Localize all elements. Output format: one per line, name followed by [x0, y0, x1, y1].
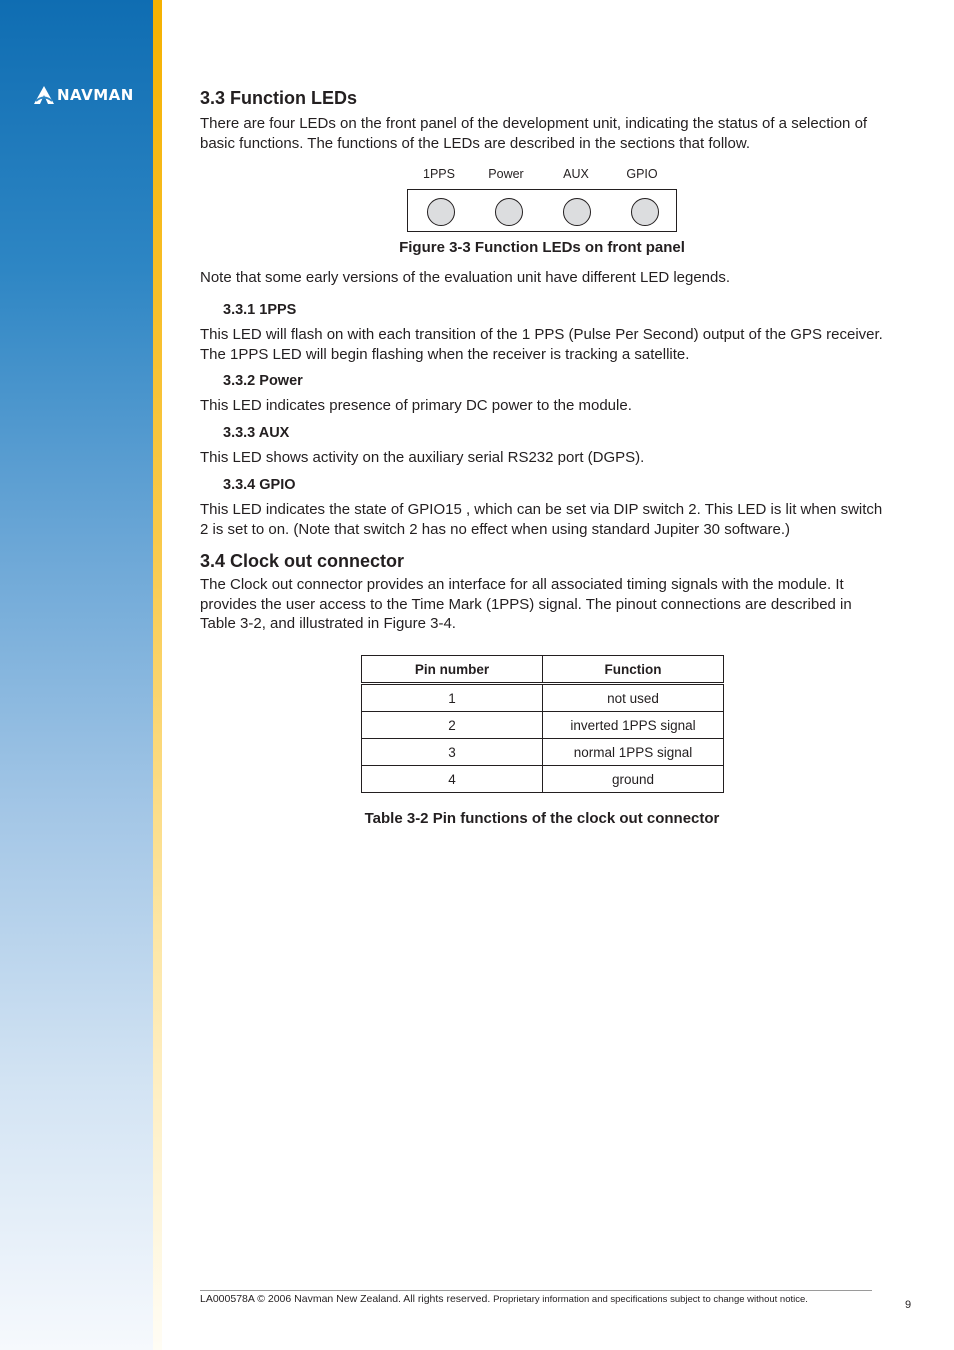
section-3-4-body: The Clock out connector provides an interface for all associated timing signals with the module. It provides the user access to the Time Mark (1PPS) signal. The pinout connections are described in Table 3-2, and illustrated in Figure 3-4. [200, 576, 852, 632]
subsection-heading-aux: 3.3.3 AUX [223, 425, 290, 441]
footer-notice: Proprietary information and specifications subject to change without notice. [493, 1294, 808, 1305]
led-label-1pps: 1PPS [423, 167, 455, 181]
figure-caption: Figure 3-3 Function LEDs on front panel [399, 239, 685, 256]
table-row [362, 712, 724, 739]
footer-divider [200, 1290, 872, 1291]
led-front-panel [407, 189, 677, 232]
subsection-heading-1pps: 3.3.1 1PPS [223, 302, 297, 318]
table-cell-function: ground [543, 766, 724, 793]
logo-text: NAVMAN [57, 86, 134, 104]
table-cell-pin: 1 [362, 684, 543, 712]
section-3-3-intro: There are four LEDs on the front panel of the development unit, indicating the status of a selection of basic functions. The functions of the LEDs are described in the sections that follow. [200, 115, 868, 152]
table-cell-function: inverted 1PPS signal [543, 712, 724, 739]
subsection-heading-gpio: 3.3.4 GPIO [223, 477, 296, 493]
subsection-body-power: This LED indicates presence of primary DC power to the module. [200, 397, 632, 414]
subsection-heading-power: 3.3.2 Power [223, 373, 303, 389]
footer-copyright: LA000578A © 2006 Navman New Zealand. All rights reserved. [200, 1293, 491, 1305]
section-heading-3-4: 3.4 Clock out connector [200, 551, 405, 571]
table-row [362, 739, 724, 766]
led-1pps-icon [427, 198, 455, 226]
table-caption: Table 3-2 Pin functions of the clock out connector [364, 810, 720, 827]
led-power-icon [495, 198, 523, 226]
footer-text [200, 1293, 808, 1305]
section-heading-3-3: 3.3 Function LEDs [200, 88, 358, 108]
sidebar-band [0, 0, 153, 1350]
subsection-body-aux: This LED shows activity on the auxiliary serial RS232 port (DGPS). [200, 449, 645, 466]
table-header-pin: Pin number [362, 656, 543, 684]
led-gpio-icon [631, 198, 659, 226]
subsection-body-gpio: This LED indicates the state of GPIO15 , which can be set via DIP switch 2. This LED is lit when switch 2 is set to on. (Note that switch 2 has no effect when using standard Jupiter 30 software.) [200, 501, 883, 538]
table-cell-pin: 3 [362, 739, 543, 766]
table-cell-pin: 4 [362, 766, 543, 793]
table-row [362, 684, 724, 712]
led-label-gpio: GPIO [626, 167, 658, 181]
accent-strip [153, 0, 162, 1350]
table-cell-function: normal 1PPS signal [543, 739, 724, 766]
page-number: 9 [905, 1299, 912, 1311]
subsection-body-1pps: This LED will flash on with each transition of the 1 PPS (Pulse Per Second) output of the GPS receiver. The 1PPS LED will begin flashing when the receiver is tracking a satellite. [200, 326, 883, 363]
led-label-aux: AUX [563, 167, 589, 181]
table-header-row [362, 656, 724, 684]
led-legend-note: Note that some early versions of the evaluation unit have different LED legends. [200, 269, 731, 286]
navman-logo [34, 86, 134, 104]
table-header-function: Function [543, 656, 724, 684]
pin-function-table [361, 655, 724, 793]
led-label-power: Power [488, 167, 524, 181]
table-row [362, 766, 724, 793]
navman-logo-icon [34, 86, 54, 104]
led-aux-icon [563, 198, 591, 226]
table-cell-function: not used [543, 684, 724, 712]
table-cell-pin: 2 [362, 712, 543, 739]
